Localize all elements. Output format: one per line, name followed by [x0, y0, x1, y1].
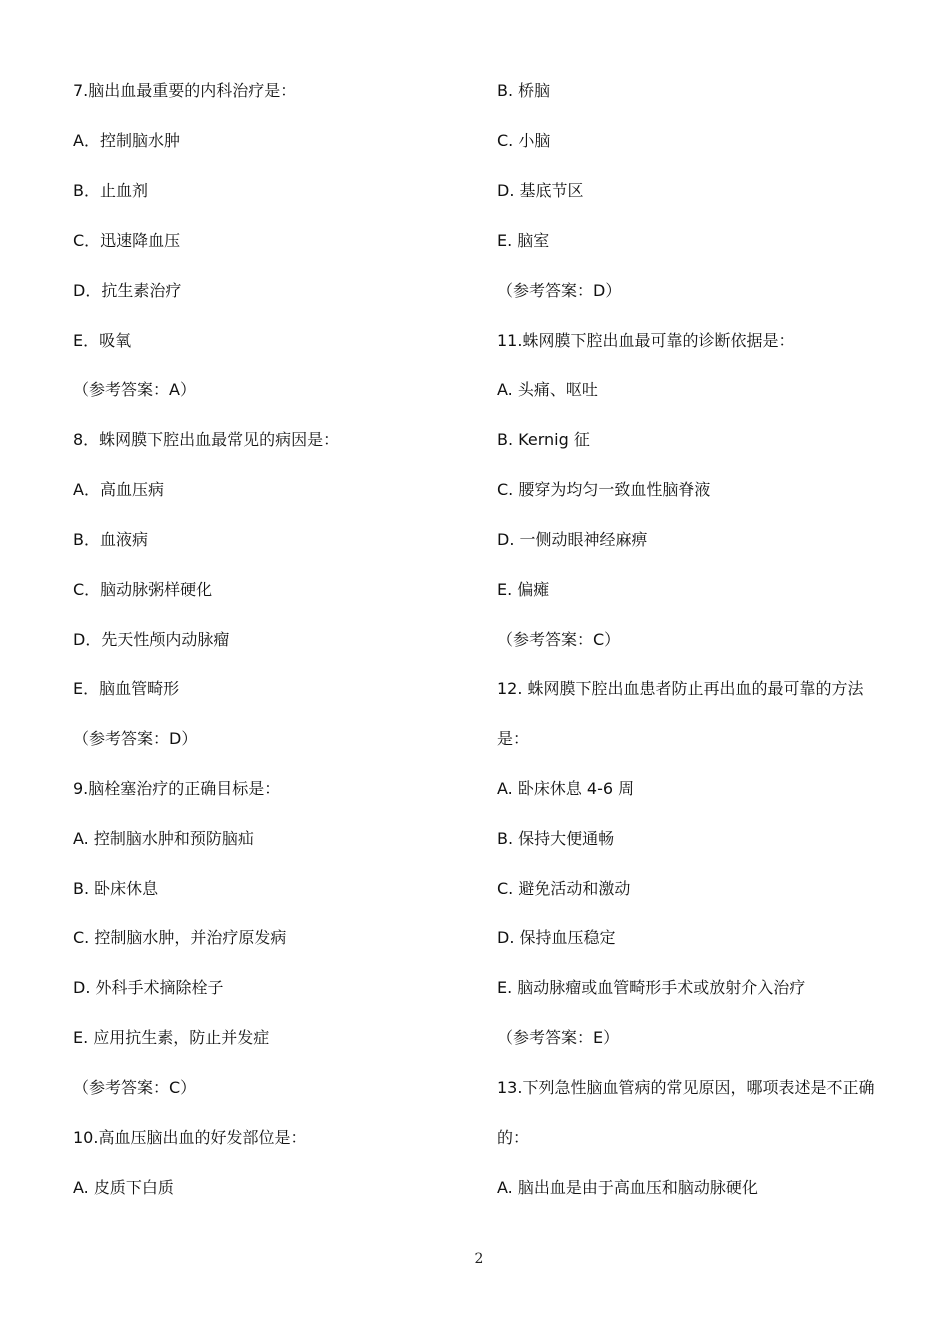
option-line: B. 桥脑: [497, 81, 551, 100]
option-line: C. 小脑: [497, 131, 551, 150]
option-line: D．先天性颅内动脉瘤: [73, 630, 230, 649]
option-line: A. 头痛、呕吐: [497, 380, 598, 399]
option-line: E. 偏瘫: [497, 580, 550, 599]
option-line: D. 保持血压稳定: [497, 928, 616, 947]
option-line: A. 卧床休息 4-6 周: [497, 779, 635, 798]
question-11-stem: 11.蛛网膜下腔出血最可靠的诊断依据是：: [497, 331, 795, 350]
option-line: D．抗生素治疗: [73, 281, 182, 300]
option-line: E．吸氧: [73, 331, 132, 350]
answer-line: （参考答案：D）: [73, 729, 198, 748]
option-line: A. 脑出血是由于高血压和脑动脉硬化: [497, 1178, 758, 1197]
option-line: E. 脑室: [497, 231, 550, 250]
question-12-stem-continued: 是：: [497, 729, 530, 748]
option-line: D. 外科手术摘除栓子: [73, 978, 224, 997]
option-line: C．脑动脉粥样硬化: [73, 580, 213, 599]
page-number: 2: [474, 1251, 484, 1267]
question-13-stem-continued: 的：: [497, 1128, 530, 1147]
option-line: B. 卧床休息: [73, 879, 159, 898]
option-line: B. 保持大便通畅: [497, 829, 615, 848]
option-line: B．血液病: [73, 530, 148, 549]
answer-line: （参考答案：C）: [73, 1078, 197, 1097]
answer-line: （参考答案：D）: [497, 281, 622, 300]
option-line: A. 皮质下白质: [73, 1178, 174, 1197]
option-line: E. 应用抗生素，防止并发症: [73, 1028, 270, 1047]
question-7-stem: 7.脑出血最重要的内科治疗是：: [73, 81, 297, 100]
answer-line: （参考答案：C）: [497, 630, 621, 649]
option-line: E．脑血管畸形: [73, 679, 180, 698]
question-8-stem: 8．蛛网膜下腔出血最常见的病因是：: [73, 430, 340, 449]
option-line: B．止血剂: [73, 181, 148, 200]
option-line: A. 控制脑水肿和预防脑疝: [73, 829, 254, 848]
question-9-stem: 9.脑栓塞治疗的正确目标是：: [73, 779, 281, 798]
option-line: C．迅速降血压: [73, 231, 181, 250]
option-line: B. Kernig 征: [497, 430, 590, 449]
option-line: E. 脑动脉瘤或血管畸形手术或放射介入治疗: [497, 978, 806, 997]
question-10-stem: 10.高血压脑出血的好发部位是：: [73, 1128, 307, 1147]
option-line: C. 控制脑水肿，并治疗原发病: [73, 928, 287, 947]
option-line: A．控制脑水肿: [73, 131, 180, 150]
question-12-stem: 12. 蛛网膜下腔出血患者防止再出血的最可靠的方法: [497, 679, 864, 698]
option-line: A．高血压病: [73, 480, 164, 499]
option-line: D. 基底节区: [497, 181, 584, 200]
answer-line: （参考答案：A）: [73, 380, 196, 399]
question-13-stem: 13.下列急性脑血管病的常见原因，哪项表述是不正确: [497, 1078, 875, 1097]
answer-line: （参考答案：E）: [497, 1028, 620, 1047]
option-line: C. 腰穿为均匀一致血性脑脊液: [497, 480, 711, 499]
option-line: C. 避免活动和激动: [497, 879, 631, 898]
option-line: D. 一侧动眼神经麻痹: [497, 530, 648, 549]
